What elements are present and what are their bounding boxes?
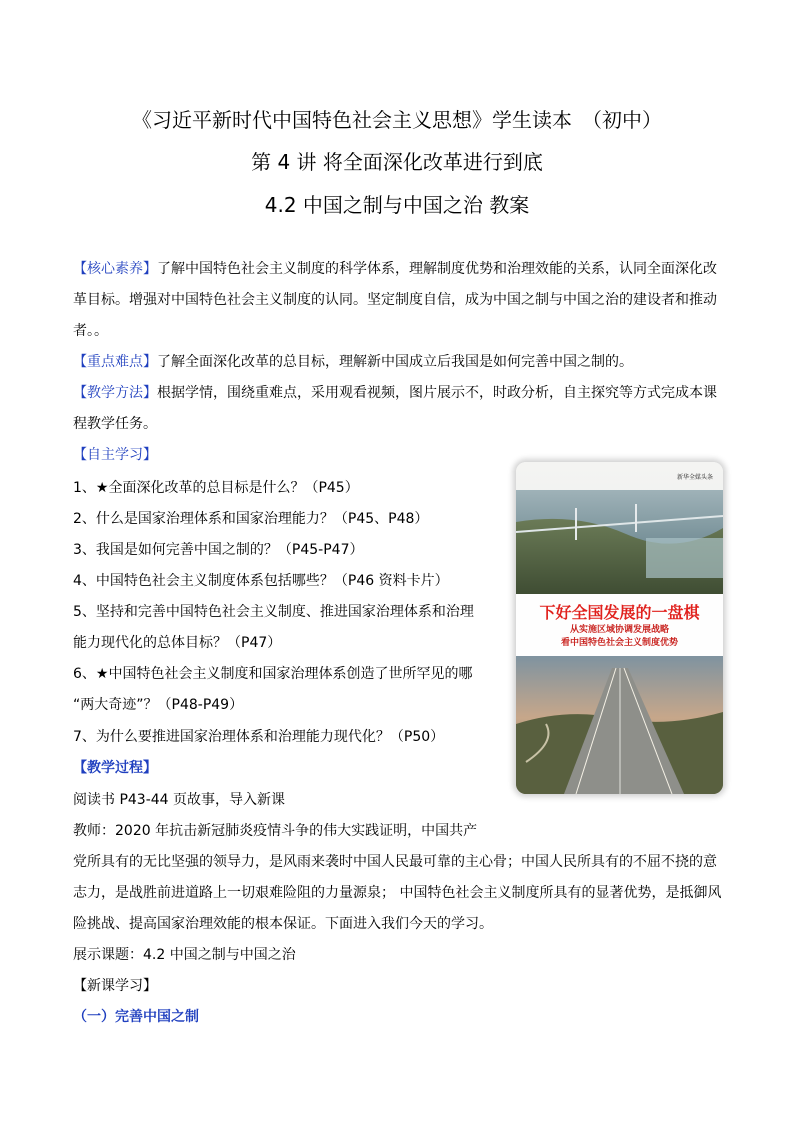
section-1-heading: （一）完善中国之制 — [73, 1009, 199, 1025]
poster-subtitle-1: 从实施区域协调发展战略 — [569, 625, 669, 635]
key-points-label: 【重点难点】 — [73, 354, 157, 370]
teacher-line3: 志力，是战胜前进道路上一切艰难险阻的力量源泉； 中国特色社会主义制度所具有的显著优势，是抵御风 — [73, 885, 722, 901]
new-lesson-label: 【新课学习】 — [73, 978, 157, 994]
poster-headline: 下好全国发展的一盘棋 — [539, 603, 700, 622]
teaching-method-line1 — [73, 385, 717, 401]
key-points-text: 了解全面深化改革的总目标，理解新中国成立后我国是如何完善中国之制的。 — [157, 354, 633, 370]
teacher-line2: 党所具有的无比坚强的领导力，是风雨来袭时中国人民最可靠的主心骨；中国人民所具有的不屈不挠的意 — [73, 854, 717, 870]
poster-subtitle-2: 看中国特色社会主义制度优势 — [560, 638, 678, 648]
lesson-title: 4.2 中国之制与中国之治 教案 — [264, 193, 530, 217]
question-7: 7、为什么要推进国家治理体系和治理能力现代化？（P50） — [73, 729, 445, 745]
lecture-title: 第 4 讲 将全面深化改革进行到底 — [251, 150, 543, 174]
teaching-method-text: 根据学情，围绕重难点，采用观看视频，图片展示不，时政分析，自主探究等方式完成本课 — [157, 385, 717, 401]
core-literacy-line1 — [73, 261, 717, 277]
question-5-line2: 能力现代化的总体目标？（P47） — [73, 635, 282, 651]
question-3: 3、我国是如何完善中国之制的？（P45-P47） — [73, 542, 364, 558]
lesson-topic: 展示课题：4.2 中国之制与中国之治 — [73, 947, 296, 963]
teaching-process-label: 【教学过程】 — [73, 760, 157, 776]
teacher-line4: 险挑战、提高国家治理效能的根本保证。下面进入我们今天的学习。 — [73, 916, 493, 932]
core-literacy-label: 【核心素养】 — [73, 261, 157, 277]
question-6-line2: “两大奇迹”？（P48-P49） — [73, 697, 244, 713]
poster-image — [516, 462, 723, 794]
reading-intro: 阅读书 P43-44 页故事，导入新课 — [73, 792, 286, 808]
poster-brand: 新华全媒头条 — [676, 474, 713, 481]
question-2: 2、什么是国家治理体系和国家治理能力？（P45、P48） — [73, 511, 429, 527]
self-study-label: 【自主学习】 — [73, 447, 157, 463]
core-literacy-line3: 者。。 — [73, 323, 108, 339]
question-5-line1: 5、坚持和完善中国特色社会主义制度、推进国家治理体系和治理 — [73, 604, 474, 620]
key-points — [73, 354, 633, 370]
question-6-line1: 6、★中国特色社会主义制度和国家治理体系创造了世所罕见的哪 — [73, 666, 473, 682]
teaching-method-line2: 程教学任务。 — [73, 416, 157, 432]
teacher-line1: 教师：2020 年抗击新冠肺炎疫情斗争的伟大实践证明，中国共产 — [73, 823, 478, 839]
core-literacy-line2: 革目标。增强对中国特色社会主义制度的认同。坚定制度自信，成为中国之制与中国之治的建设者和推动 — [73, 292, 717, 308]
teaching-method-label: 【教学方法】 — [73, 385, 157, 401]
core-literacy-text: 了解中国特色社会主义制度的科学体系，理解制度优势和治理效能的关系，认同全面深化改 — [157, 261, 717, 277]
book-title: 《习近平新时代中国特色社会主义思想》学生读本 （初中） — [132, 108, 662, 132]
question-1: 1、★全面深化改革的总目标是什么？（P45） — [73, 480, 359, 496]
question-4: 4、中国特色社会主义制度体系包括哪些？（P46 资料卡片） — [73, 573, 449, 589]
